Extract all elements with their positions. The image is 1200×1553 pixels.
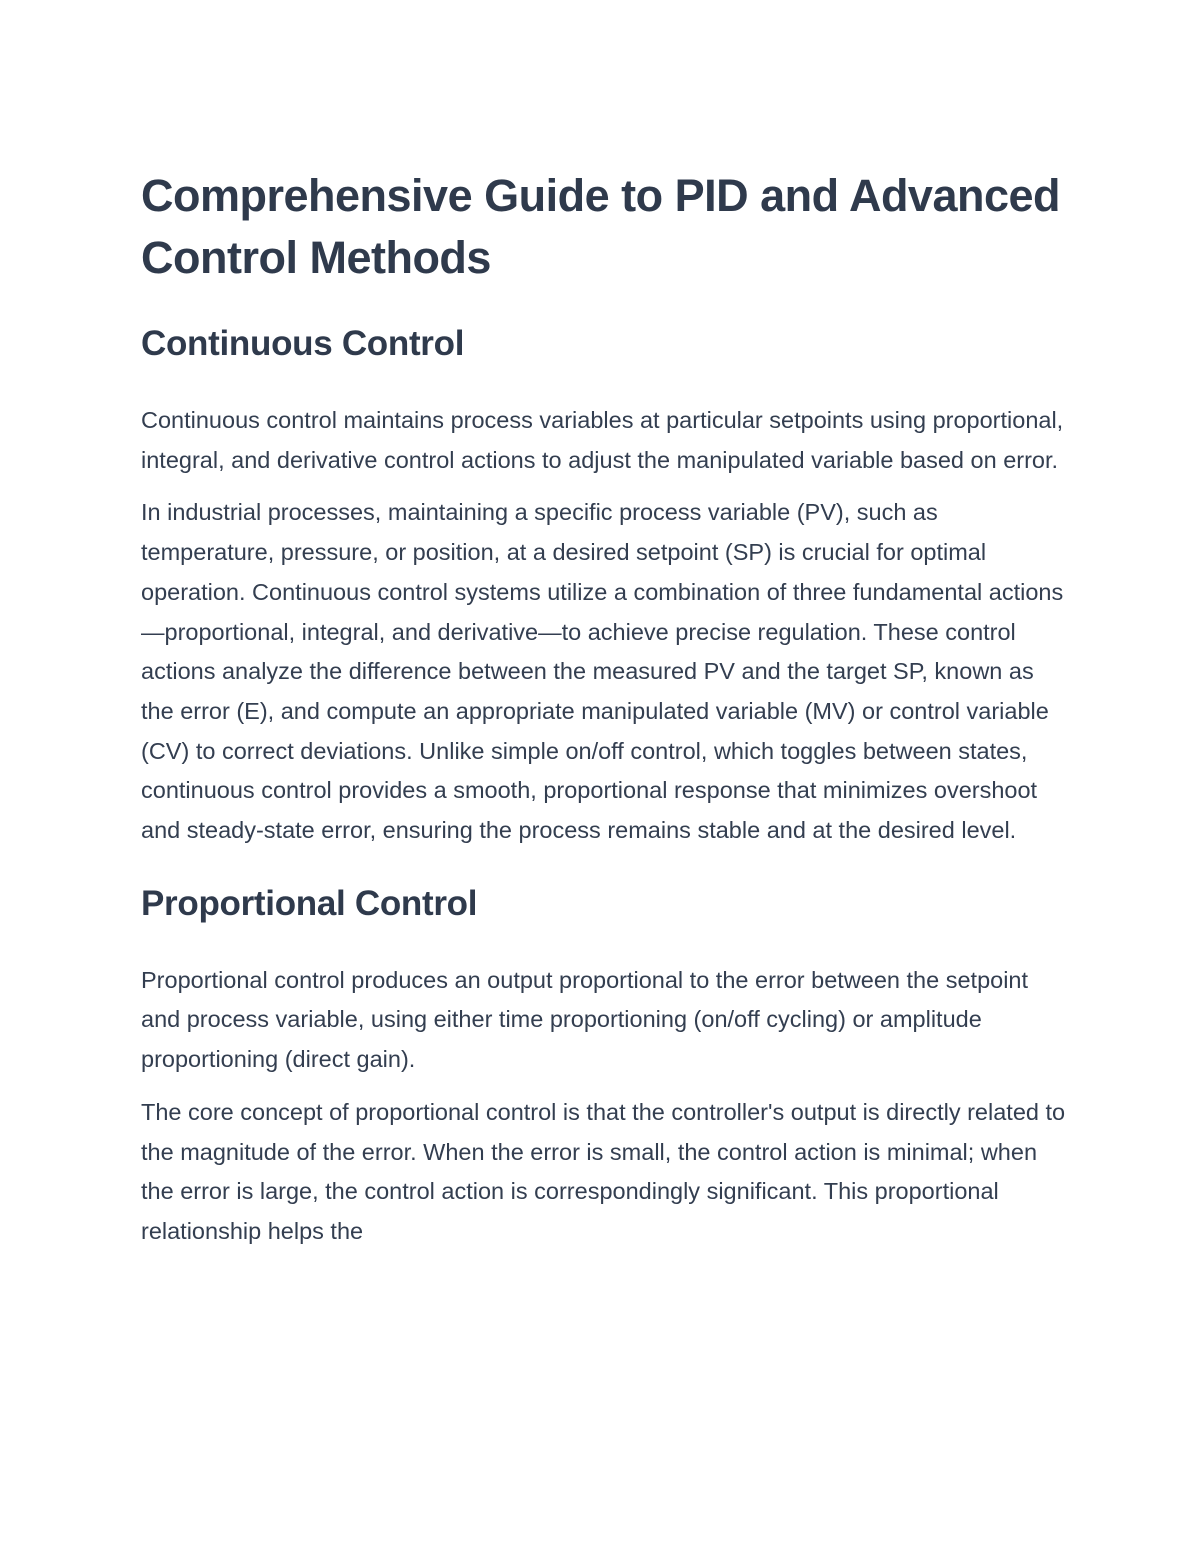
section-heading: Continuous Control	[141, 324, 465, 363]
section-body: In industrial processes, maintaining a specific process variable (PV), such as temperature, pressure, or position, at a desired setpoint (SP) is crucial for optimal operation. Continuous control systems utilize a combination of three fundamental actions—proportional, integral, and derivative—to achieve precise regulation. These control actions analyze the difference between the measured PV and the target SP, known as the error (E), and compute an appropriate manipulated variable (MV) or control variable (CV) to correct deviations. Unlike simple on/off control, which toggles between states, continuous control provides a smooth, proportional response that minimizes overshoot and steady-state error, ensuring the process remains stable and at the desired level.	[141, 499, 1064, 844]
section-summary: Proportional control produces an output proportional to the error between the setpoint and process variable, using either time proportioning (on/off cycling) or amplitude proportioning (direct gain).	[141, 966, 1029, 1073]
section-proportional-control	[141, 879, 1066, 1252]
document-title: Comprehensive Guide to PID and Advanced Control Methods	[141, 170, 1061, 283]
document-page	[141, 165, 1066, 1252]
section-body: The core concept of proportional control is that the controller's output is directly related to the magnitude of the error. When the error is small, the control action is minimal; when the error is large, the control action is correspondingly significant. This proportional relationship helps the	[141, 1098, 1066, 1244]
section-continuous-control	[141, 319, 1066, 851]
section-summary: Continuous control maintains process variables at particular setpoints using proportional, integral, and derivative control actions to adjust the manipulated variable based on error.	[141, 407, 1064, 473]
section-heading: Proportional Control	[141, 883, 478, 923]
